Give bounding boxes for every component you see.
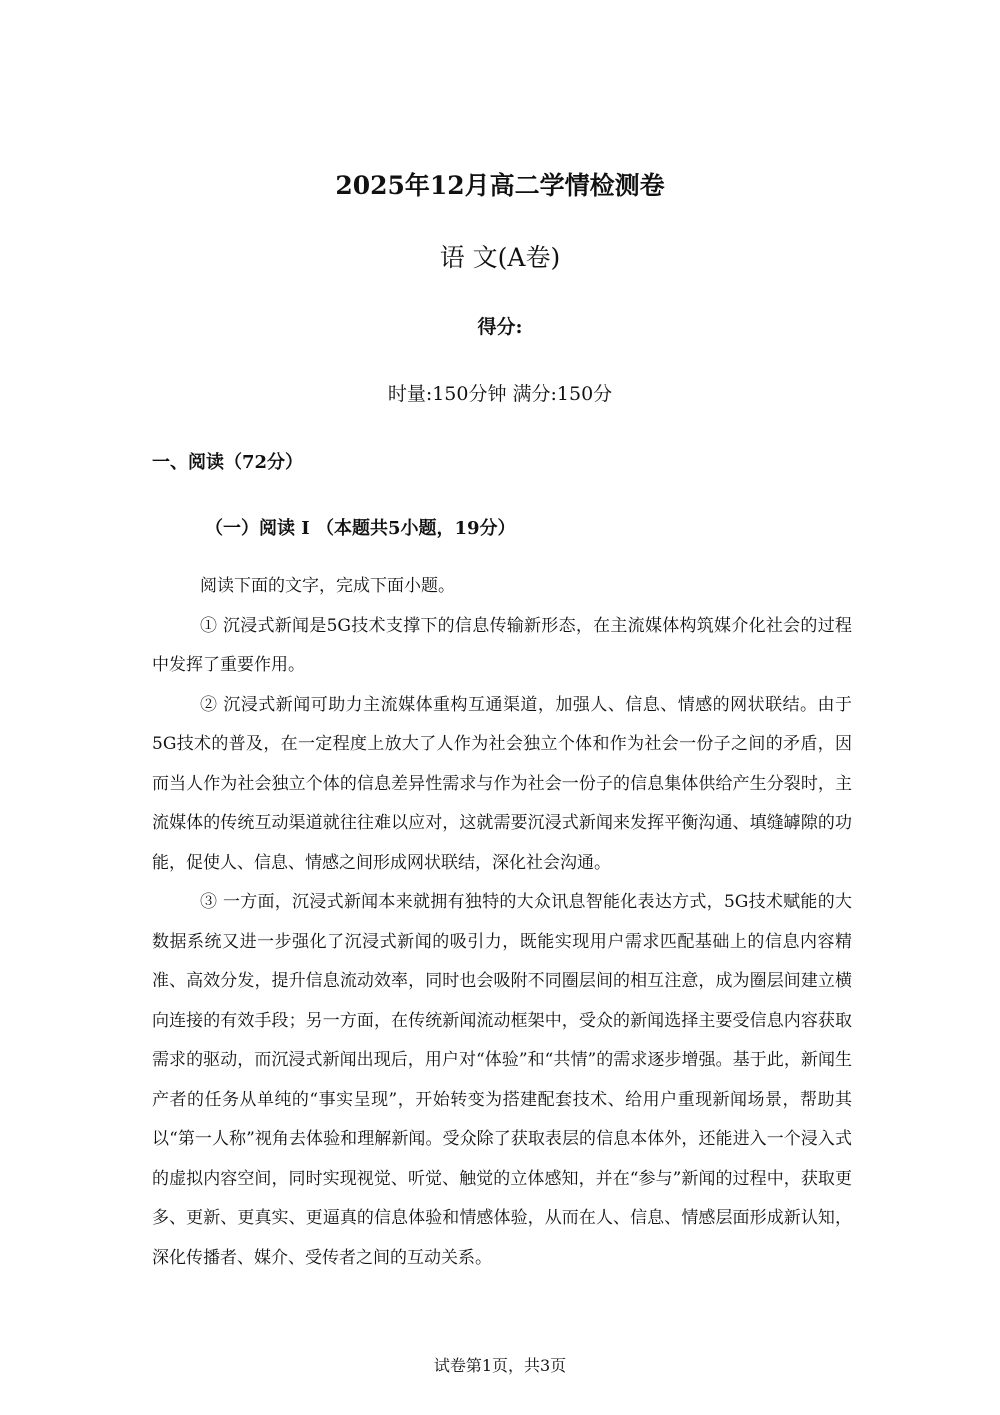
time-info: 时量:150分钟 满分:150分 (387, 383, 613, 405)
passage-instruction: 阅读下面的文字，完成下面小题。 (200, 576, 455, 596)
subsection-heading: （一）阅读 I （本题共5小题，19分） (205, 518, 516, 539)
section-heading: 一、阅读（72分） (152, 452, 304, 473)
exam-subject: 语 文(A卷) (439, 243, 561, 272)
paragraph-2: ② 沉浸式新闻可助力主流媒体重构互通渠道，加强人、信息、情感的网状联结。由于5G技术的普及，在一定程度上放大了人作为社会独立个体和作为社会一份子之间的矛盾，因而当人作为社会独立个体的信息差异性需求与作为社会一份子的信息集体供给产生分裂时，主流媒体的传统互动渠道就往往难以应对，这就需要沉浸式新闻来发挥平衡沟通、填缝罅隙的功能，促使人、信息、情感之间形成网状联结，深化社会沟通。 (152, 694, 852, 873)
paragraph-3: ③ 一方面，沉浸式新闻本来就拥有独特的大众讯息智能化表达方式，5G技术赋能的大数据系统又进一步强化了沉浸式新闻的吸引力，既能实现用户需求匹配基础上的信息内容精准、高效分发，提升信息流动效率，同时也会吸附不同圈层间的相互注意，成为圈层间建立横向连接的有效手段；另一方面，在传统新闻流动框架中，受众的新闻选择主要受信息内容获取需求的驱动，而沉浸式新闻出现后，用户对“体验”和“共情”的需求逐步增强。基于此，新闻生产者的任务从单纯的“事实呈现”，开始转变为搭建配套技术、给用户重现新闻场景，帮助其以“第一人称”视角去体验和理解新闻。受众除了获取表层的信息本体外，还能进入一个浸入式的虚拟内容空间，同时实现视觉、听觉、触觉的立体感知，并在“参与”新闻的过程中，获取更多、更新、更真实、更逼真的信息体验和情感体验，从而在人、信息、情感层面形成新认知，深化传播者、媒介、受传者之间的互动关系。 (152, 892, 852, 1268)
page-footer: 试卷第1页，共3页 (433, 1356, 567, 1375)
exam-title: 2025年12月高二学情检测卷 (335, 171, 665, 200)
paragraph-1: ① 沉浸式新闻是5G技术支撑下的信息传输新形态，在主流媒体构筑媒介化社会的过程中发挥了重要作用。 (152, 615, 852, 675)
score-label: 得分: (477, 316, 523, 338)
passage (152, 567, 852, 1278)
